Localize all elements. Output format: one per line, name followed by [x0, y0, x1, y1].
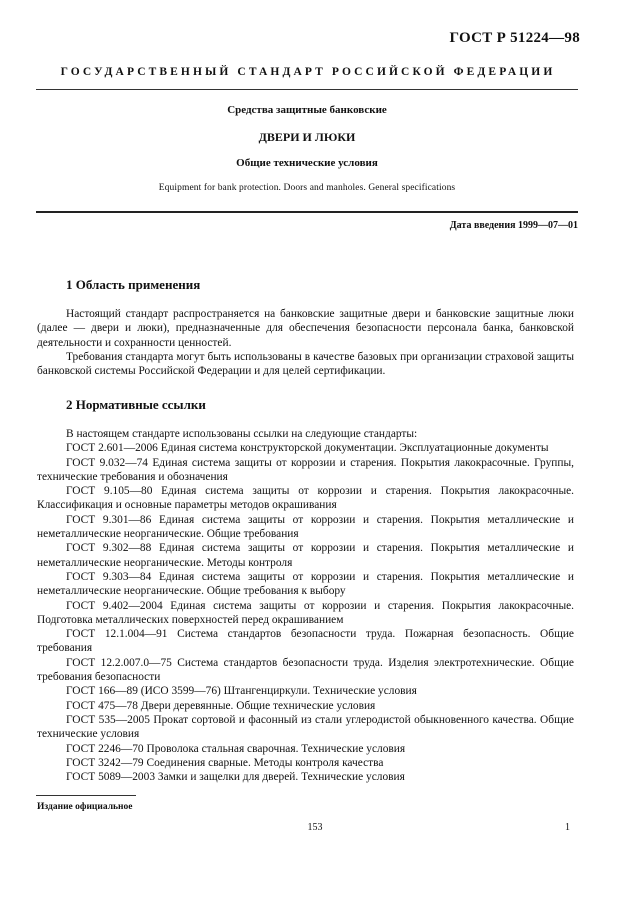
reference-item: ГОСТ 3242—79 Соединения сварные. Методы контроля качества	[66, 756, 384, 769]
section-1-heading: 1 Область применения	[66, 277, 201, 292]
top-divider	[36, 89, 578, 90]
english-title: Equipment for bank protection. Doors and manholes. General specifications	[158, 183, 456, 193]
reference-item: ГОСТ 12.2.007.0—75 Система стандартов безопасности труда. Изделия электротехнические. Общие требования безопасности	[37, 656, 574, 684]
document-title: ДВЕРИ И ЛЮКИ	[258, 130, 356, 144]
reference-item: ГОСТ 9.303—84 Единая система защиты от коррозии и старения. Покрытия металлические и неметаллические неорганические. Общие требования к выбору	[37, 570, 574, 598]
section-2-body	[37, 427, 574, 784]
reference-item: ГОСТ 5089—2003 Замки и защелки для дверей. Технические условия	[66, 771, 405, 784]
state-standard-banner: ГОСУДАРСТВЕННЫЙ СТАНДАРТ РОССИЙСКОЙ ФЕДЕРАЦИИ	[60, 66, 556, 78]
page-number: 153	[307, 822, 323, 833]
reference-item: ГОСТ 9.032—74 Единая система защиты от коррозии и старения. Покрытия лакокрасочные. Группы, технические требования и обозначения	[37, 456, 574, 483]
reference-item: ГОСТ 535—2005 Прокат сортовой и фасонный из стали углеродистой обыкновенного качества. Общие технические условия	[37, 713, 574, 741]
reference-item: ГОСТ 9.302—88 Единая система защиты от коррозии и старения. Покрытия металлические и неметаллические неорганические. Методы контроля	[37, 542, 574, 569]
paragraph: Настоящий стандарт распространяется на банковские защитные двери и банковские защитные люки (далее — двери и люки), предназначенные для обеспечения безопасности персонала банка, банковской деятельности и сохранности ценностей.	[37, 308, 574, 349]
introduction-date: Дата введения 1999—07—01	[449, 220, 578, 231]
sheet-number: 1	[565, 822, 570, 833]
document-subtitle: Общие технические условия	[236, 157, 378, 169]
reference-item: ГОСТ 9.402—2004 Единая система защиты от коррозии и старения. Покрытия лакокрасочные. Подготовка металлических поверхностей перед окрашиванием	[37, 599, 574, 626]
reference-item: ГОСТ 2.601—2006 Единая система конструкторской документации. Эксплуатационные документы	[66, 442, 549, 455]
reference-item: ГОСТ 12.1.004—91 Система стандартов безопасности труда. Пожарная безопасность. Общие требования	[37, 628, 574, 655]
reference-item: ГОСТ 9.301—86 Единая система защиты от коррозии и старения. Покрытия металлические и неметаллические неорганические. Общие требования	[37, 513, 574, 541]
reference-item: ГОСТ 166—89 (ИСО 3599—76) Штангенциркули. Технические условия	[66, 685, 417, 698]
paragraph: В настоящем стандарте использованы ссылки на следующие стандарты:	[66, 428, 418, 440]
reference-item: ГОСТ 2246—70 Проволока стальная сварочная. Технические условия	[66, 742, 406, 755]
reference-item: ГОСТ 475—78 Двери деревянные. Общие технические условия	[66, 699, 376, 712]
official-edition-label: Издание официальное	[37, 802, 133, 812]
section-1-body	[37, 307, 574, 378]
title-divider	[36, 211, 578, 213]
standard-number: ГОСТ Р 51224—98	[449, 30, 580, 46]
footer-divider	[36, 795, 136, 796]
document-subject: Средства защитные банковские	[227, 104, 387, 116]
section-2-heading: 2 Нормативные ссылки	[66, 397, 206, 412]
reference-item: ГОСТ 9.105—80 Единая система защиты от коррозии и старения. Покрытия лакокрасочные. Классификация и основные параметры методов окрашивания	[37, 485, 574, 512]
paragraph: Требования стандарта могут быть использованы в качестве базовых при организации страховой защиты банковской системы Российской Федерации и для целей сертификации.	[37, 350, 574, 378]
